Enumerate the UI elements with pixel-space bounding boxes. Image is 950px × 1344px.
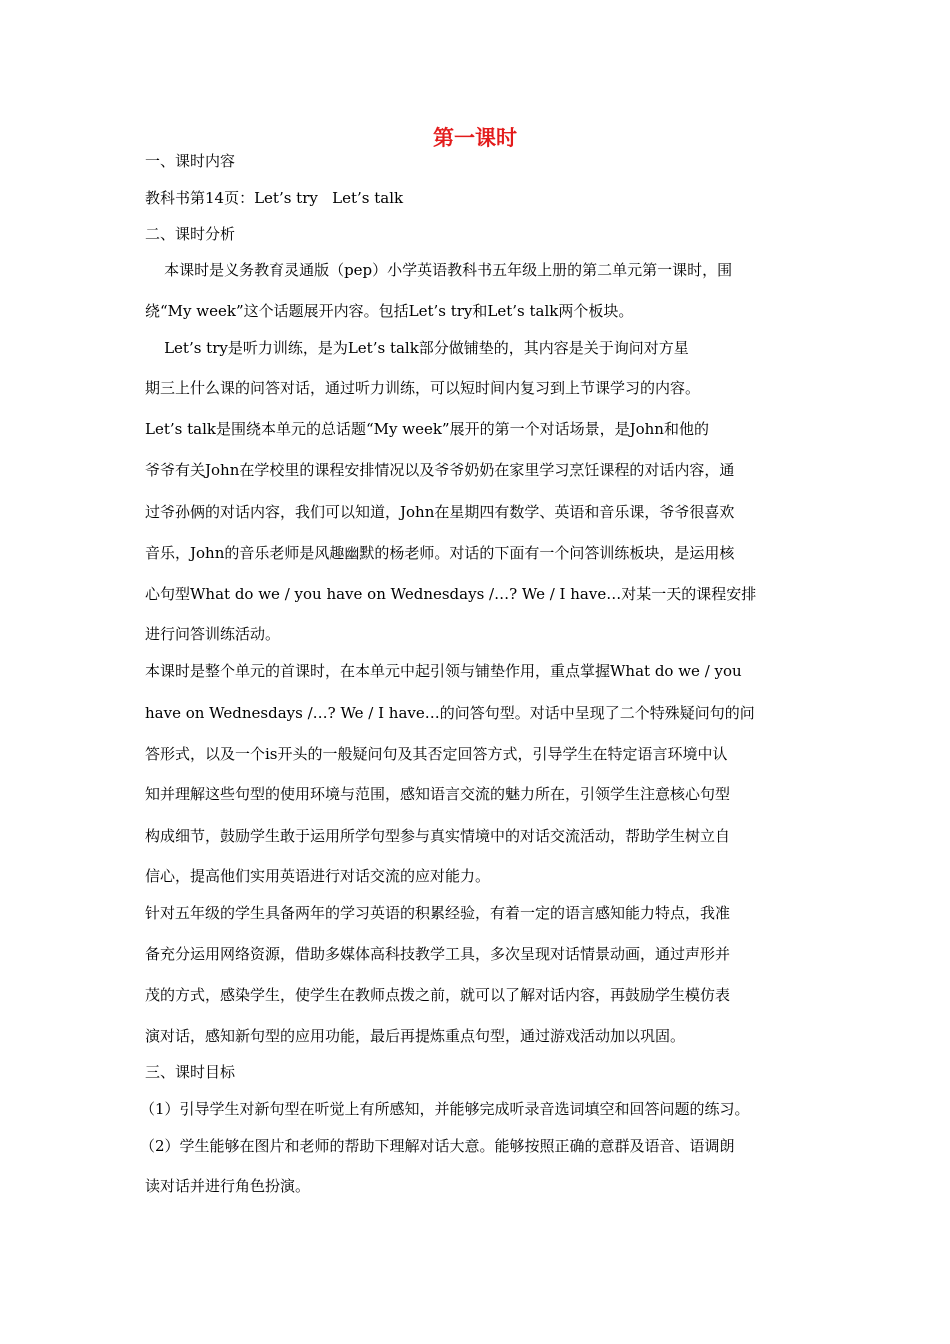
page-title: 第一课时 [433,126,517,150]
paragraph-line: 心句型What do we / you have on Wednesdays /…? We / I have…对某一天的课程安排 [145,585,757,603]
paragraph-line: 爷爷有关John在学校里的课程安排情况以及爷爷奶奶在家里学习烹饪课程的对话内容，通 [145,461,735,479]
paragraph-line: Let’s talk是围绕本单元的总话题“My week”展开的第一个对话场景，是John和他的 [145,420,709,438]
paragraph-line: 进行问答训练活动。 [145,625,281,643]
goal-item-continued: 读对话并进行角色扮演。 [145,1177,311,1195]
goal-item: （1）引导学生对新句型在听觉上有所感知，并能够完成听录音选词填空和回答问题的练习。 [140,1100,750,1118]
paragraph-line: 音乐，John的音乐老师是风趣幽默的杨老师。对话的下面有一个问答训练板块，是运用核 [145,544,735,562]
paragraph-line: have on Wednesdays /…? We / I have…的问答句型。对话中呈现了二个特殊疑问句的问 [145,704,755,722]
paragraph-line: 答形式，以及一个is开头的一般疑问句及其否定回答方式，引导学生在特定语言环境中认 [145,745,728,763]
section-heading-analysis: 二、课时分析 [145,225,236,243]
section-heading-content: 一、课时内容 [145,152,236,170]
paragraph-line: 构成细节，鼓励学生敢于运用所学句型参与真实情境中的对话交流活动，帮助学生树立自 [145,827,731,845]
paragraph-line: 绕“My week”这个话题展开内容。包括Let’s try和Let’s talk两个板块。 [145,302,634,320]
paragraph-line: 茂的方式，感染学生，使学生在教师点拨之前，就可以了解对话内容，再鼓励学生模仿表 [145,986,731,1004]
paragraph-line: Let’s try是听力训练，是为Let’s talk部分做铺垫的，其内容是关于询问对方星 [145,339,689,357]
paragraph-line: 知并理解这些句型的使用环境与范围，感知语言交流的魅力所在，引领学生注意核心句型 [145,785,731,803]
paragraph-line: 期三上什么课的问答对话，通过听力训练，可以短时间内复习到上节课学习的内容。 [145,379,701,397]
paragraph-line: 演对话，感知新句型的应用功能，最后再提炼重点句型，通过游戏活动加以巩固。 [145,1027,686,1045]
paragraph-line: 本课时是义务教育灵通版（pep）小学英语教科书五年级上册的第二单元第一课时，围 [145,261,733,279]
textbook-reference: 教科书第14页：Let’s try Let’s talk [145,189,404,207]
paragraph-line: 针对五年级的学生具备两年的学习英语的积累经验，有着一定的语言感知能力特点，我准 [145,904,731,922]
paragraph-line: 备充分运用网络资源，借助多媒体高科技教学工具，多次呈现对话情景动画，通过声形并 [145,945,731,963]
section-heading-goals: 三、课时目标 [145,1063,236,1081]
goal-item: （2）学生能够在图片和老师的帮助下理解对话大意。能够按照正确的意群及语音、语调朗 [140,1137,735,1155]
paragraph-line: 信心，提高他们实用英语进行对话交流的应对能力。 [145,867,491,885]
paragraph-line: 本课时是整个单元的首课时，在本单元中起引领与铺垫作用，重点掌握What do we / you [145,662,742,680]
paragraph-line: 过爷孙俩的对话内容，我们可以知道，John在星期四有数学、英语和音乐课，爷爷很喜欢 [145,503,735,521]
